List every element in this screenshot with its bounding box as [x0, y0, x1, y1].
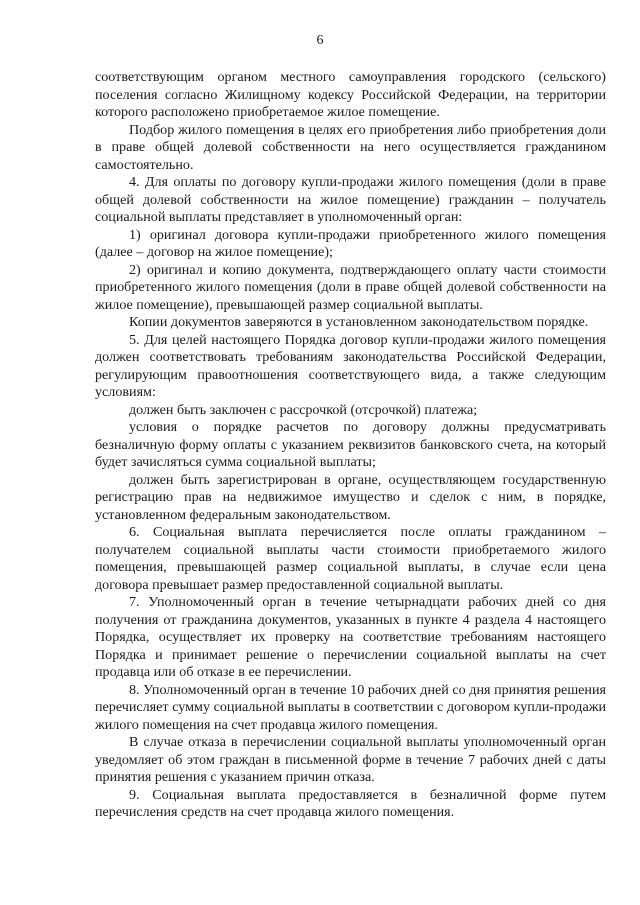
- paragraph: условия о порядке расчетов по договору должны предусматривать безналичную форму оплаты с указанием реквизитов банковского счета, на который будет зачисляться сумма социальной выплаты;: [95, 419, 606, 470]
- paragraph: 2) оригинал и копию документа, подтверждающего оплату части стоимости приобретенного жилого помещения (доли в праве общей долевой собственности на жилое помещение), превышающей размер социальной выплаты.: [95, 261, 606, 313]
- paragraph: 6. Социальная выплата перечисляется после оплаты гражданином – получателем социальной выплаты части стоимости приобретаемого жилого помещения, превышающей размер социальной выплаты, в случае если цена договора превышает размер предоставленной социальной выплаты.: [95, 524, 606, 593]
- page-number: 6: [316, 33, 324, 48]
- paragraph: 1) оригинал договора купли-продажи приобретенного жилого помещения (далее – договор на жилое помещение);: [95, 226, 606, 260]
- paragraph: должен быть зарегистрирован в органе, осуществляющем государственную регистрацию прав на недвижимое имущество и сделок с ним, в порядке, установленном федеральным законодательством.: [95, 471, 606, 523]
- document-body: [95, 69, 606, 822]
- paragraph: Копии документов заверяются в установленном законодательством порядке.: [129, 314, 589, 330]
- paragraph: 5. Для целей настоящего Порядка договор купли-продажи жилого помещения должен соответствовать требованиям законодательства Российской Федерации, регулирующим правоотношения соответствующего вида, а также следующим условиям:: [95, 331, 606, 400]
- paragraph: В случае отказа в перечислении социальной выплаты уполномоченный орган уведомляет об этом граждан в письменной форме в течение 7 рабочих дней с даты принятия решения с указанием причин отказа.: [95, 734, 606, 785]
- paragraph: Подбор жилого помещения в целях его приобретения либо приобретения доли в праве общей долевой собственности на него осуществляется гражданином самостоятельно.: [95, 121, 606, 173]
- paragraph: 9. Социальная выплата предоставляется в безналичной форме путем перечисления средств на счет продавца жилого помещения.: [95, 786, 606, 820]
- paragraph: 7. Уполномоченный орган в течение четырнадцати рабочих дней со дня получения от гражданина документов, указанных в пункте 4 раздела 4 настоящего Порядка, осуществляет их проверку на соответствие требованиям настоящего Порядка и принимает решение о перечислении социальной выплаты на счет продавца или об отказе в ее перечислении.: [95, 594, 606, 680]
- paragraph: соответствующим органом местного самоуправления городского (сельского) поселения согласно Жилищному кодексу Российской Федерации, на территории которого расположено приобретаемое жилое помещение.: [95, 69, 606, 120]
- paragraph: 4. Для оплаты по договору купли-продажи жилого помещения (доли в праве общей долевой собственности на жилое помещение) гражданин – получатель социальной выплаты представляет в уполномоченный орган:: [95, 174, 606, 225]
- paragraph: 8. Уполномоченный орган в течение 10 рабочих дней со дня принятия решения перечисляет сумму социальной выплаты в соответствии с договором купли-продажи жилого помещения на счет продавца жилого помещения.: [95, 681, 606, 733]
- paragraph: должен быть заключен с рассрочкой (отсрочкой) платежа;: [129, 401, 478, 418]
